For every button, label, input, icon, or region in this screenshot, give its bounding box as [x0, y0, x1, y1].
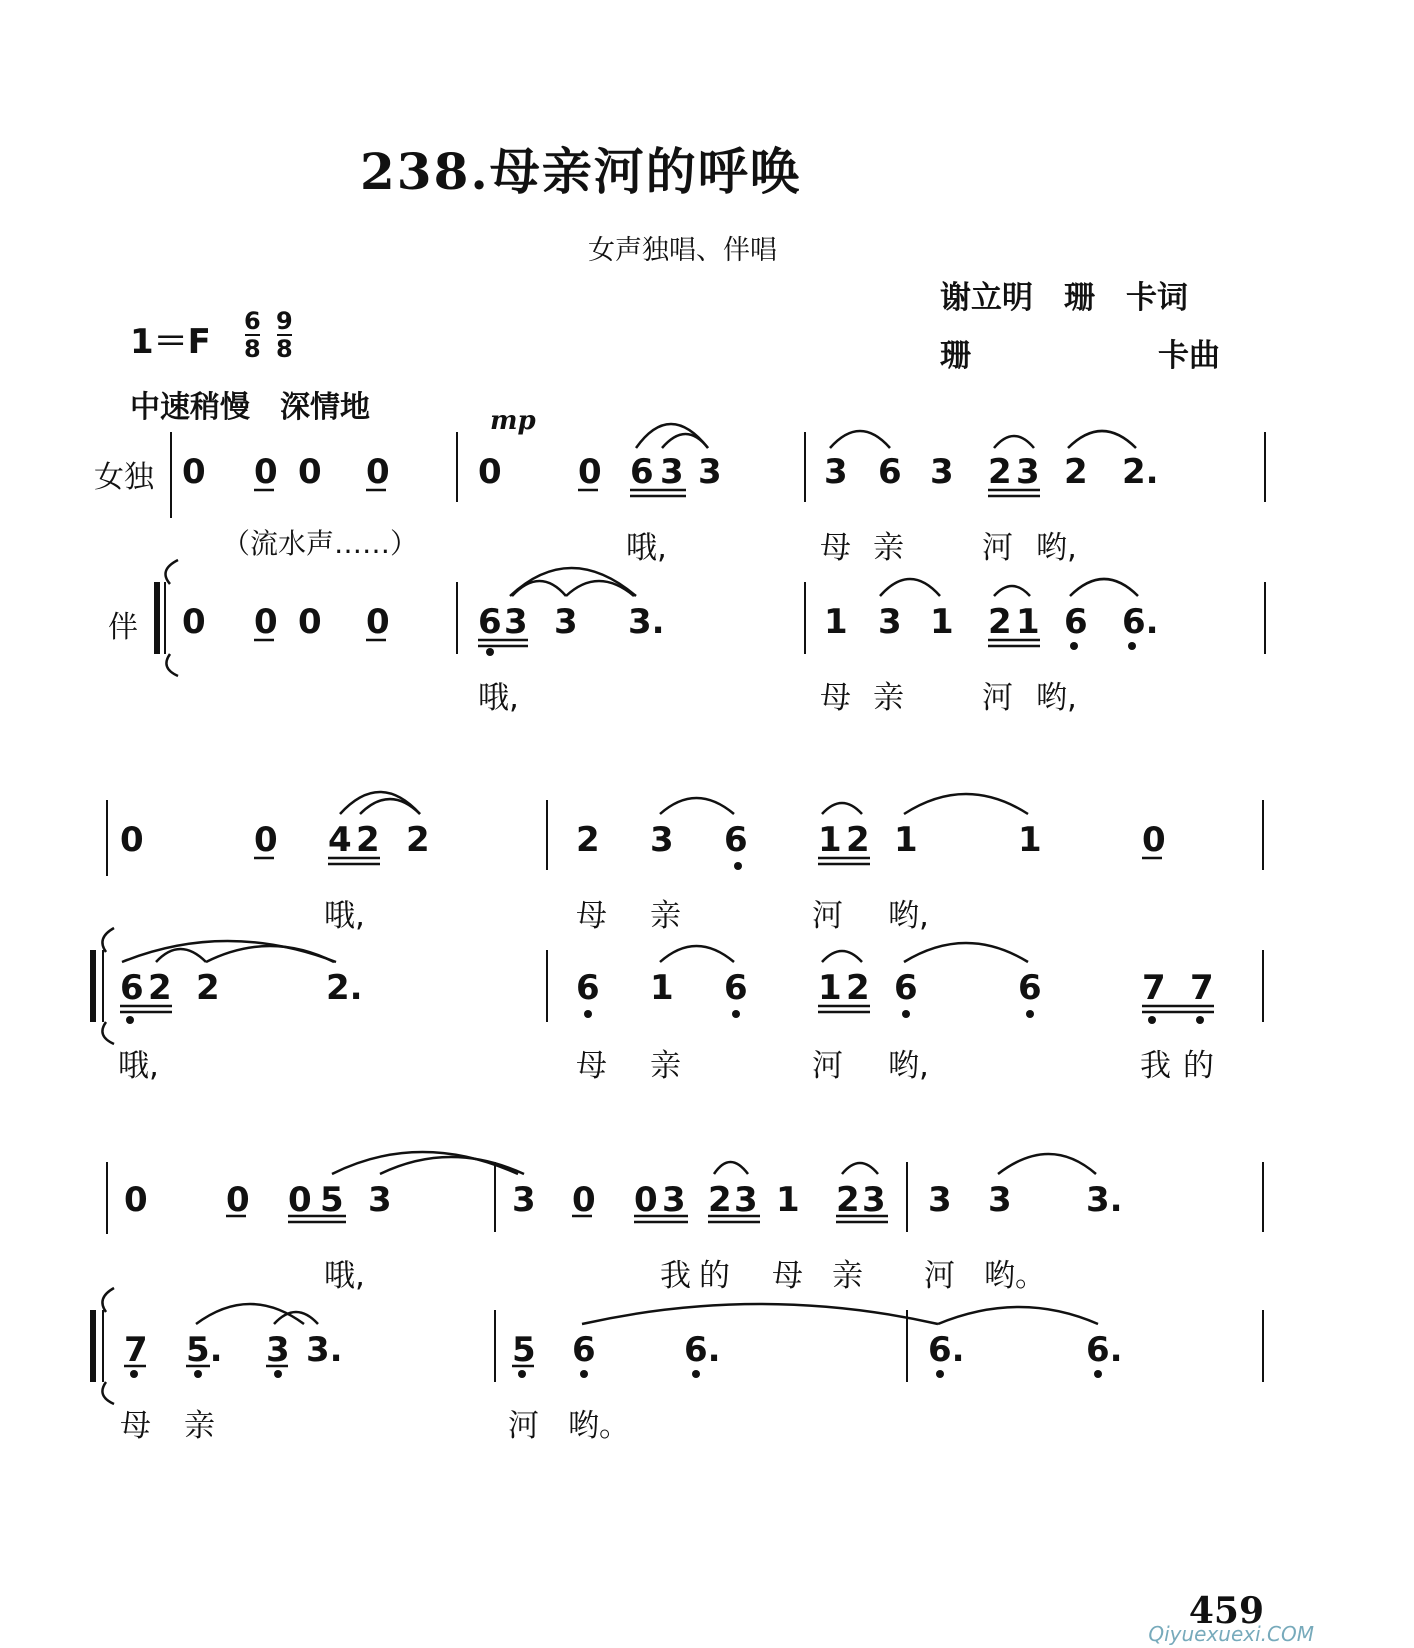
lyric: 亲	[184, 1408, 215, 1444]
note: 6	[630, 452, 654, 492]
lyric: 哦,	[626, 530, 667, 566]
note: 6	[576, 968, 600, 1008]
note: 3.	[628, 602, 665, 642]
note: 3	[266, 1330, 290, 1370]
lyric: 哟。	[568, 1408, 630, 1444]
note: 2	[1064, 452, 1088, 492]
note: 4	[328, 820, 352, 860]
note: 2	[846, 820, 870, 860]
note: 3	[554, 602, 578, 642]
note: 6	[478, 602, 502, 642]
note: 3	[928, 1180, 952, 1220]
note: 5.	[186, 1330, 223, 1370]
note: 2	[196, 968, 220, 1008]
note: 6.	[1086, 1330, 1123, 1370]
note: 3	[1016, 452, 1040, 492]
time-signature-6-8: 6 8	[244, 307, 261, 363]
lyric: 亲	[832, 1258, 863, 1294]
note: 5	[320, 1180, 344, 1220]
note: 7	[1190, 968, 1214, 1008]
lyric: 河	[812, 1048, 843, 1084]
note: 3	[368, 1180, 392, 1220]
note: 0	[634, 1180, 658, 1220]
note: 3	[660, 452, 684, 492]
note: 2	[988, 602, 1012, 642]
lyric: 哟。	[984, 1258, 1046, 1294]
note: 6.	[1122, 602, 1159, 642]
lyric: 哦,	[324, 1258, 365, 1294]
lyricist-credit: 谢立明 珊 卡词	[940, 280, 1188, 316]
note: 3	[878, 602, 902, 642]
solo-part-label: 女独	[94, 460, 154, 495]
key-signature: 1＝F	[130, 322, 211, 362]
note: 7	[124, 1330, 148, 1370]
note: 0	[366, 602, 390, 642]
composer-suffix: 卡曲	[1158, 338, 1220, 374]
note: 2	[406, 820, 430, 860]
note: 0	[298, 602, 322, 642]
lyric: 亲	[650, 1048, 681, 1084]
note: 0	[124, 1180, 148, 1220]
lyric: （流水声……）	[222, 527, 419, 560]
note: 3	[988, 1180, 1012, 1220]
note: 7	[1142, 968, 1166, 1008]
note: 0	[182, 452, 206, 492]
performance-type: 女声独唱、伴唱	[588, 235, 777, 266]
note: 1	[818, 820, 842, 860]
note: 1	[894, 820, 918, 860]
note: 6	[1018, 968, 1042, 1008]
note: 6	[894, 968, 918, 1008]
note: 2	[988, 452, 1012, 492]
lyric: 哦,	[118, 1048, 159, 1084]
lyric: 河	[508, 1408, 539, 1444]
note: 0	[298, 452, 322, 492]
lyric: 哦,	[478, 680, 519, 716]
accomp-part-label: 伴	[108, 610, 138, 645]
note: 1	[1018, 820, 1042, 860]
lyric: 河	[812, 898, 843, 934]
note: 2	[576, 820, 600, 860]
note: 1	[930, 602, 954, 642]
note: 3	[698, 452, 722, 492]
note: 6	[572, 1330, 596, 1370]
note: 2	[148, 968, 172, 1008]
note: 0	[288, 1180, 312, 1220]
note: 6.	[684, 1330, 721, 1370]
note: 3	[504, 602, 528, 642]
lyric: 母	[120, 1408, 151, 1444]
note: 1	[818, 968, 842, 1008]
note: 3	[930, 452, 954, 492]
lyric: 母亲	[820, 680, 926, 716]
note: 2	[708, 1180, 732, 1220]
note: 3	[862, 1180, 886, 1220]
lyric: 母	[576, 898, 607, 934]
note: 6	[878, 452, 902, 492]
note: 2	[356, 820, 380, 860]
note: 0	[1142, 820, 1166, 860]
tempo-marking: 中速稍慢 深情地	[130, 390, 370, 425]
note: 6	[1064, 602, 1088, 642]
lyric: 河	[924, 1258, 955, 1294]
lyric: 我的	[660, 1258, 738, 1294]
dynamic-marking: mp	[490, 406, 536, 436]
note: 1	[1016, 602, 1040, 642]
note: 5	[512, 1330, 536, 1370]
song-title: 238.母亲河的呼唤	[360, 142, 802, 201]
note: 0	[572, 1180, 596, 1220]
lyric: 母	[576, 1048, 607, 1084]
lyric: 我的	[1140, 1048, 1226, 1084]
note: 0	[366, 452, 390, 492]
note: 0	[254, 452, 278, 492]
note: 6	[724, 968, 748, 1008]
lyric: 母	[772, 1258, 803, 1294]
note: 3	[734, 1180, 758, 1220]
note: 0	[226, 1180, 250, 1220]
note: 2	[846, 968, 870, 1008]
note: 1	[824, 602, 848, 642]
lyric: 亲	[650, 898, 681, 934]
note: 0	[254, 602, 278, 642]
note: 3.	[1086, 1180, 1123, 1220]
note: 0	[478, 452, 502, 492]
lyric: 河	[982, 530, 1013, 566]
note: 0	[254, 820, 278, 860]
note: 6.	[928, 1330, 965, 1370]
note: 0	[182, 602, 206, 642]
lyric: 母亲	[820, 530, 926, 566]
note: 3	[650, 820, 674, 860]
lyric: 哟,	[1036, 680, 1077, 716]
time-signature-9-8: 9 8	[276, 307, 293, 363]
note: 3	[824, 452, 848, 492]
page-number: 459	[1188, 1590, 1264, 1632]
note: 6	[120, 968, 144, 1008]
note: 6	[724, 820, 748, 860]
composer-name: 珊	[940, 338, 971, 374]
note: 3	[512, 1180, 536, 1220]
lyric: 河	[982, 680, 1013, 716]
watermark: Qiyuexuexi.COM	[1148, 1622, 1314, 1646]
note: 1	[650, 968, 674, 1008]
note: 2.	[1122, 452, 1159, 492]
note: 2.	[326, 968, 363, 1008]
lyric: 哦,	[324, 898, 365, 934]
note: 3.	[306, 1330, 343, 1370]
note: 0	[578, 452, 602, 492]
lyric: 哟,	[1036, 530, 1077, 566]
note: 0	[120, 820, 144, 860]
lyric: 哟,	[888, 898, 929, 934]
note: 1	[776, 1180, 800, 1220]
note: 2	[836, 1180, 860, 1220]
note: 3	[662, 1180, 686, 1220]
lyric: 哟,	[888, 1048, 929, 1084]
